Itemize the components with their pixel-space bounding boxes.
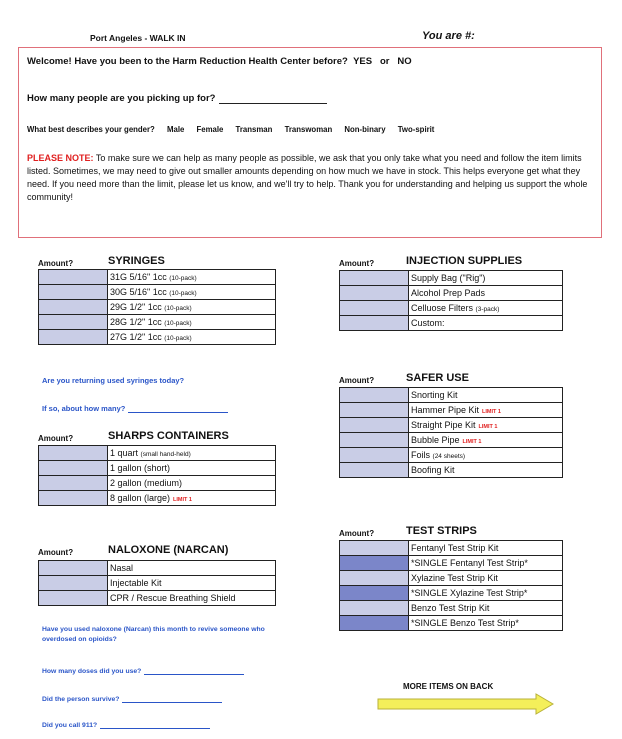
- amount-cell[interactable]: [39, 300, 108, 315]
- item-label: *SINGLE Xylazine Test Strip*: [409, 586, 563, 601]
- doses-field[interactable]: [144, 666, 244, 675]
- visited-question: [27, 56, 412, 67]
- limit-badge: LIMIT 1: [482, 409, 501, 415]
- people-count-field[interactable]: [219, 94, 327, 104]
- arrow-right-icon: [376, 692, 556, 716]
- amount-cell[interactable]: [340, 433, 409, 448]
- table-row: [340, 571, 563, 586]
- amount-header: Amount?: [38, 259, 74, 268]
- syringes-table: [38, 269, 276, 345]
- table-row: [340, 448, 563, 463]
- amount-cell[interactable]: [340, 616, 409, 631]
- returning-syringes-question: Are you returning used syringes today?: [42, 376, 185, 385]
- item-main: Boofing Kit: [411, 465, 455, 475]
- table-row: [39, 561, 276, 576]
- people-question: [27, 93, 327, 104]
- survive-text: Did the person survive?: [42, 696, 120, 703]
- gender-question: [27, 125, 444, 134]
- sharps-table: [38, 445, 276, 506]
- or-text: or: [380, 56, 390, 67]
- amount-cell[interactable]: [340, 463, 409, 478]
- amount-cell[interactable]: [340, 301, 409, 316]
- item-label[interactable]: [409, 316, 563, 331]
- welcome-text: Welcome!: [27, 56, 72, 67]
- table-row: [340, 403, 563, 418]
- how-many-text: If so, about how many?: [42, 404, 126, 413]
- table-row: [340, 271, 563, 286]
- safer-use-table: [339, 387, 563, 478]
- gender-option[interactable]: Non-binary: [344, 125, 386, 134]
- item-label: [108, 285, 276, 300]
- limit-badge: LIMIT 1: [478, 424, 498, 430]
- table-row: [340, 463, 563, 478]
- item-label: [108, 330, 276, 345]
- item-label: [108, 476, 276, 491]
- survive-question: [42, 694, 222, 703]
- amount-cell[interactable]: [39, 576, 108, 591]
- item-small: (3-pack): [475, 306, 500, 313]
- item-label: [409, 463, 563, 478]
- item-main: Hammer Pipe Kit: [411, 405, 480, 415]
- item-small: (small hand-held): [140, 451, 191, 458]
- amount-cell[interactable]: [39, 476, 108, 491]
- item-small: (10-pack): [164, 305, 192, 312]
- amount-cell[interactable]: [39, 330, 108, 345]
- table-row: [39, 446, 276, 461]
- table-row: [340, 388, 563, 403]
- item-label: Xylazine Test Strip Kit: [409, 571, 563, 586]
- test-strips-table: [339, 540, 563, 631]
- item-label: [108, 315, 276, 330]
- item-label: CPR / Rescue Breathing Shield: [108, 591, 276, 606]
- amount-cell[interactable]: [39, 315, 108, 330]
- item-main: 29G 1/2" 1cc: [110, 302, 162, 312]
- gender-option[interactable]: Two-spirit: [397, 125, 435, 134]
- amount-cell[interactable]: [340, 388, 409, 403]
- item-main: Snorting Kit: [411, 390, 458, 400]
- how-many-field[interactable]: [128, 404, 228, 413]
- you-are-number-label: You are #:: [422, 30, 475, 42]
- item-main: Alcohol Prep Pads: [411, 288, 486, 298]
- item-label: [409, 448, 563, 463]
- amount-cell[interactable]: [340, 556, 409, 571]
- amount-cell[interactable]: [340, 271, 409, 286]
- item-small: (10-pack): [164, 335, 192, 342]
- item-label: *SINGLE Benzo Test Strip*: [409, 616, 563, 631]
- table-row: [340, 433, 563, 448]
- item-main: 28G 1/2" 1cc: [110, 317, 162, 327]
- item-label: [409, 403, 563, 418]
- item-label: Nasal: [108, 561, 276, 576]
- table-row: [39, 285, 276, 300]
- gender-question-text: What best describes your gender?: [27, 125, 155, 134]
- naloxone-table: [38, 560, 276, 606]
- item-small: (10-pack): [169, 290, 197, 297]
- amount-header: Amount?: [339, 259, 375, 268]
- naloxone-used-question: Have you used naloxone (Narcan) this month to revive someone who overdosed on opioids?: [42, 626, 265, 643]
- amount-cell[interactable]: [340, 601, 409, 616]
- injection-title: INJECTION SUPPLIES: [406, 255, 523, 267]
- amount-cell[interactable]: [39, 446, 108, 461]
- item-main: Celluose Filters: [411, 303, 474, 313]
- item-main: Straight Pipe Kit: [411, 420, 476, 430]
- gender-option[interactable]: Male: [166, 125, 185, 134]
- no-option[interactable]: NO: [397, 56, 412, 67]
- table-row: [39, 476, 276, 491]
- amount-cell[interactable]: [340, 586, 409, 601]
- table-row: [340, 418, 563, 433]
- item-main: 1 quart: [110, 448, 139, 458]
- visited-question-text: Have you been to the Harm Reduction Health Center before?: [74, 56, 348, 67]
- injection-table: [339, 270, 563, 331]
- table-row: [340, 586, 563, 601]
- item-main: Bubble Pipe: [411, 435, 460, 445]
- amount-header: Amount?: [339, 376, 375, 385]
- amount-cell[interactable]: [340, 316, 409, 331]
- table-row: [340, 556, 563, 571]
- amount-cell[interactable]: [340, 286, 409, 301]
- item-label: [108, 446, 276, 461]
- table-row: [39, 491, 276, 506]
- table-row: [39, 330, 276, 345]
- table-row: [39, 300, 276, 315]
- more-items-label: MORE ITEMS ON BACK: [403, 682, 494, 691]
- item-label: [409, 388, 563, 403]
- item-main: 27G 1/2" 1cc: [110, 332, 162, 342]
- amount-header: Amount?: [38, 548, 74, 557]
- call-911-text: Did you call 911?: [42, 722, 98, 729]
- item-label: Fentanyl Test Strip Kit: [409, 541, 563, 556]
- table-row: [39, 576, 276, 591]
- doses-question: [42, 666, 244, 675]
- item-main: 31G 5/16" 1cc: [110, 272, 167, 282]
- note-text: To make sure we can help as many people as possible, we ask that you only take what you need and follow the item limits listed. Sometimes, we may need to give out smaller amounts depending on how much we have in stock. This helps everyone get what they need. If you need more than the limit, please let us know, and we'll try to help. Thank you for understanding and helping us support the whole community!: [27, 153, 588, 202]
- item-label: *SINGLE Fentanyl Test Strip*: [409, 556, 563, 571]
- people-question-text: How many people are you picking up for?: [27, 93, 216, 104]
- item-label: [409, 286, 563, 301]
- note-label: PLEASE NOTE:: [27, 153, 94, 163]
- amount-cell[interactable]: [39, 270, 108, 285]
- amount-cell[interactable]: [39, 561, 108, 576]
- item-main: 30G 5/16" 1cc: [110, 287, 167, 297]
- item-main: 1 gallon (short): [110, 463, 171, 473]
- item-label: [409, 418, 563, 433]
- table-row: [340, 616, 563, 631]
- safer-use-title: SAFER USE: [406, 372, 469, 384]
- table-row: [340, 601, 563, 616]
- amount-header: Amount?: [339, 529, 375, 538]
- location-label: Port Angeles - WALK IN: [90, 33, 186, 43]
- item-small: (10-pack): [169, 275, 197, 282]
- item-main: Supply Bag ("Rig"): [411, 273, 486, 283]
- item-small: (24 sheets): [432, 453, 466, 460]
- table-row: [340, 316, 563, 331]
- item-label: [108, 491, 276, 506]
- gender-option[interactable]: Transman: [235, 125, 273, 134]
- item-main: Foils: [411, 450, 431, 460]
- gender-option[interactable]: Female: [196, 125, 224, 134]
- amount-cell[interactable]: [39, 591, 108, 606]
- sharps-title: SHARPS CONTAINERS: [108, 430, 229, 442]
- table-row: [340, 286, 563, 301]
- item-main: 2 gallon (medium): [110, 478, 183, 488]
- table-row: [39, 315, 276, 330]
- call-911-question: [42, 720, 210, 729]
- syringes-title: SYRINGES: [108, 255, 165, 267]
- survive-field[interactable]: [122, 694, 222, 703]
- table-row: [340, 301, 563, 316]
- table-row: [39, 461, 276, 476]
- item-label: [409, 433, 563, 448]
- welcome-box: [18, 47, 602, 238]
- item-label: [409, 301, 563, 316]
- item-label: [409, 271, 563, 286]
- amount-cell[interactable]: [340, 403, 409, 418]
- please-note: [27, 152, 593, 204]
- amount-cell[interactable]: [340, 571, 409, 586]
- item-label: Injectable Kit: [108, 576, 276, 591]
- how-many-question: [42, 404, 228, 413]
- table-row: [340, 541, 563, 556]
- item-label: Benzo Test Strip Kit: [409, 601, 563, 616]
- limit-badge: LIMIT 1: [462, 439, 482, 445]
- test-strips-title: TEST STRIPS: [406, 525, 477, 537]
- item-main: 8 gallon (large): [110, 493, 171, 503]
- table-row: [39, 270, 276, 285]
- yes-option[interactable]: YES: [353, 56, 373, 67]
- amount-cell[interactable]: [340, 418, 409, 433]
- amount-cell[interactable]: [39, 285, 108, 300]
- amount-header: Amount?: [38, 434, 74, 443]
- amount-cell[interactable]: [340, 541, 409, 556]
- item-label: [108, 461, 276, 476]
- amount-cell[interactable]: [340, 448, 409, 463]
- limit-badge: LIMIT 1: [173, 497, 192, 503]
- item-main: Custom:: [411, 318, 445, 328]
- naloxone-title: NALOXONE (NARCAN): [108, 544, 229, 556]
- item-label: [108, 270, 276, 285]
- amount-cell[interactable]: [39, 491, 108, 506]
- call-911-field[interactable]: [100, 720, 210, 729]
- doses-text: How many doses did you use?: [42, 668, 142, 675]
- table-row: [39, 591, 276, 606]
- gender-option[interactable]: Transwoman: [284, 125, 333, 134]
- item-label: [108, 300, 276, 315]
- amount-cell[interactable]: [39, 461, 108, 476]
- item-small: (10-pack): [164, 320, 192, 327]
